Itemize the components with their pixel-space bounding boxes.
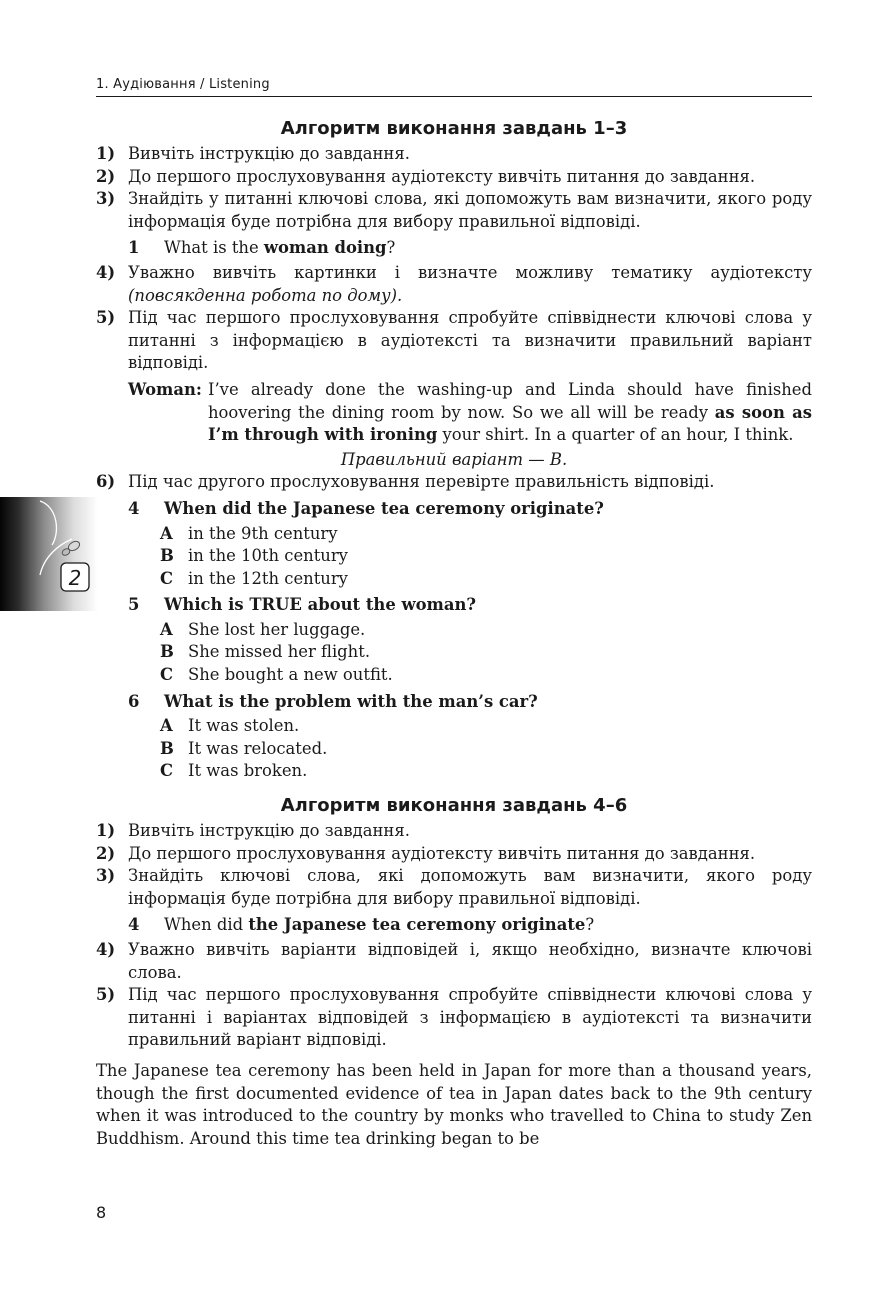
- question-5-option-c: C She bought a new outfit.: [160, 665, 393, 685]
- question-6: 6 What is the problem with the man’s car?: [128, 691, 538, 711]
- question-6-option-c: C It was broken.: [160, 761, 308, 781]
- s1-step-3: 3) Знайдіть у питанні ключові слова, які допоможуть вам визначити, якого роду інформація буде потрібна для вибору правильної відповіді.: [96, 189, 812, 231]
- s1-step-2: 2) До першого прослуховування аудіотексту вивчіть питання до завдання.: [96, 166, 756, 186]
- s2-step-1: 1) Вивчіть інструкцію до завдання.: [96, 821, 410, 841]
- speaker-label: Woman:: [128, 379, 202, 399]
- audio-text-paragraph: The Japanese tea ceremony has been held in Japan for more than a thousand years, though the first documented evidence of tea in Japan dates back to the 9th century when it was introduced to the country by monks who travelled to China to study Zen Buddhism. Around this time tea drinking began to be: [96, 1060, 812, 1148]
- s2-example-question: 4 When did the Japanese tea ceremony originate?: [128, 915, 595, 935]
- s2-step-5: 5) Під час першого прослуховування спробуйте співвіднести ключові слова у питанні і варіантах відповідей з інформацією в аудіотексті та визначити правильний варіант відповіді.: [96, 985, 812, 1050]
- audio-track-tab: [0, 497, 98, 611]
- page-content: [96, 116, 812, 1150]
- page-number: 8: [96, 1203, 107, 1222]
- s1-step-5: 5) Під час першого прослуховування спробуйте співвіднести ключові слова у питанні з інформацією в аудіотексті та визначити правильний варіант відповіді.: [96, 308, 812, 373]
- s1-step-6: 6) Під час другого прослуховування перевірте правильність відповіді.: [96, 472, 715, 492]
- track-number: 2: [68, 566, 82, 590]
- question-4: 4 When did the Japanese tea ceremony originate?: [128, 498, 604, 518]
- dialog-excerpt: Woman: I’ve already done the washing-up and Linda should have finished hoovering the dining room by now. So we all will be ready as soon as I’m through with ironing your shirt. In a quarter of an hour, I think.: [128, 379, 812, 447]
- running-header: 1. Аудіювання / Listening: [96, 76, 812, 97]
- s2-step-2: 2) До першого прослуховування аудіотексту вивчіть питання до завдання.: [96, 843, 756, 863]
- s2-step-3: 3) Знайдіть ключові слова, які допоможуть вам визначити, якого роду інформація буде потрібна для вибору правильної відповіді.: [96, 866, 812, 908]
- s1-example-question: 1 What is the woman doing?: [128, 238, 396, 258]
- s1-step-1: 1) Вивчіть інструкцію до завдання.: [96, 144, 410, 163]
- question-4-option-c: C in the 12th century: [160, 568, 348, 588]
- question-5: 5 Which is TRUE about the woman?: [128, 595, 476, 615]
- s1-step-4: 4) Уважно вивчіть картинки і визначте можливу тематику аудіотексту (повсякденна робота по дому).: [96, 262, 812, 305]
- section1-heading: Алгоритм виконання завдань 1–3: [280, 118, 628, 139]
- headphones-icon: [0, 497, 98, 611]
- question-5-option-b: B She missed her flight.: [160, 642, 371, 662]
- correct-answer: Правильний варіант — B.: [340, 449, 568, 469]
- s2-step-4: 4) Уважно вивчіть варіанти відповідей і, якщо необхідно, визначте ключові слова.: [96, 940, 812, 982]
- question-6-option-b: B It was relocated.: [160, 738, 328, 758]
- question-6-option-a: A It was stolen.: [160, 716, 300, 736]
- question-4-option-a: A in the 9th century: [160, 523, 338, 543]
- section2-heading: Алгоритм виконання завдань 4–6: [280, 795, 628, 817]
- question-5-option-a: A She lost her luggage.: [160, 619, 366, 639]
- question-4-option-b: B in the 10th century: [160, 546, 348, 566]
